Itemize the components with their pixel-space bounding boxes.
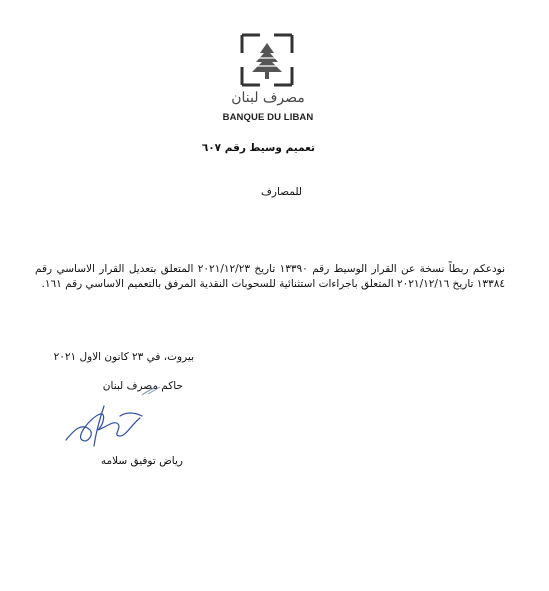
initial-mark-icon <box>140 384 162 398</box>
body-paragraph: نودعكم ربطاً نسخة عن القرار الوسيط رقم ١٣٣٩٠ تاريخ ٢٠٢١/١٢/٢٣ المتعلق بتعديل القرار الاساسي رقم ١٣٣٨٤ تاريخ ٢٠٢١/١٢/١٦ المتعلق باجراءات استثنائية للسحوبات النقدية المرفق بالتعميم الاساسي رقم ١٦١. <box>35 263 505 290</box>
recipient-line: للمصارف <box>260 186 302 198</box>
circular-title: تعميم وسيط رقم ٦٠٧ <box>201 142 315 154</box>
issue-date: بيروت، في ٢٣ كانون الاول ٢٠٢١ <box>53 351 194 363</box>
cedar-logo-icon <box>238 31 296 89</box>
bank-name-arabic: مصرف لبنان <box>231 90 305 106</box>
circular-body <box>35 262 505 292</box>
governor-signature-icon <box>60 400 150 450</box>
governor-title: حاكم مصرف لبنان <box>102 380 183 392</box>
bank-name-english: BANQUE DU LIBAN <box>222 112 314 123</box>
governor-name: رياض توفيق سلامه <box>100 455 183 467</box>
